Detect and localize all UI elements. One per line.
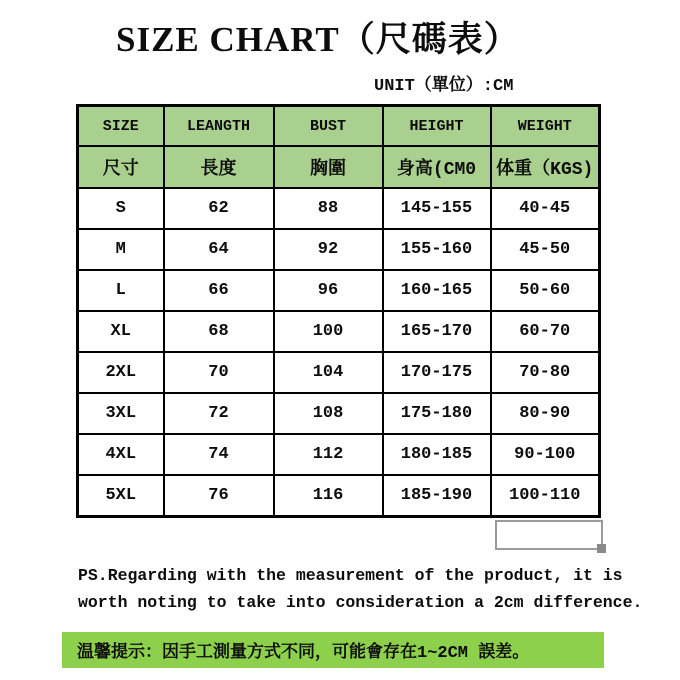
- value-cell: 62: [164, 188, 274, 229]
- fill-handle-icon: [597, 544, 606, 553]
- value-cell: 185-190: [383, 475, 491, 517]
- value-cell: 155-160: [383, 229, 491, 270]
- tip-text: 温馨提示：因手工測量方式不同，可能會存在1~2CM 誤差。: [77, 644, 530, 663]
- header-row-zh: [78, 146, 600, 188]
- tip-banner: [62, 632, 604, 668]
- header-cell: HEIGHT: [383, 106, 491, 147]
- value-cell: 72: [164, 393, 274, 434]
- value-cell: 92: [274, 229, 383, 270]
- value-cell: 70-80: [491, 352, 600, 393]
- header-cell: 胸圍: [274, 146, 383, 188]
- value-cell: 160-165: [383, 270, 491, 311]
- table-row: [78, 352, 600, 393]
- table-row: [78, 475, 600, 517]
- value-cell: 88: [274, 188, 383, 229]
- value-cell: 76: [164, 475, 274, 517]
- header-cell: 身高(CM0: [383, 146, 491, 188]
- value-cell: 170-175: [383, 352, 491, 393]
- size-cell: XL: [78, 311, 164, 352]
- value-cell: 100: [274, 311, 383, 352]
- size-table: [76, 104, 601, 518]
- header-cell: BUST: [274, 106, 383, 147]
- table-row: [78, 270, 600, 311]
- value-cell: 70: [164, 352, 274, 393]
- page-title: SIZE CHART（尺碼表）: [116, 20, 520, 59]
- value-cell: 60-70: [491, 311, 600, 352]
- value-cell: 64: [164, 229, 274, 270]
- ps-note: [78, 562, 643, 616]
- header-row-en: [78, 106, 600, 147]
- selection-artifact-box: [495, 520, 603, 550]
- ps-note-line2: worth noting to take into consideration a 2cm difference.: [78, 593, 643, 612]
- table-row: [78, 229, 600, 270]
- value-cell: 180-185: [383, 434, 491, 475]
- header-cell: LEANGTH: [164, 106, 274, 147]
- value-cell: 100-110: [491, 475, 600, 517]
- value-cell: 145-155: [383, 188, 491, 229]
- header-cell: 尺寸: [78, 146, 164, 188]
- size-cell: L: [78, 270, 164, 311]
- value-cell: 90-100: [491, 434, 600, 475]
- table-row: [78, 434, 600, 475]
- table-row: [78, 311, 600, 352]
- header-cell: 体重（KGS): [491, 146, 600, 188]
- table-row: [78, 188, 600, 229]
- size-cell: 2XL: [78, 352, 164, 393]
- size-cell: 3XL: [78, 393, 164, 434]
- size-cell: S: [78, 188, 164, 229]
- value-cell: 80-90: [491, 393, 600, 434]
- value-cell: 108: [274, 393, 383, 434]
- size-cell: M: [78, 229, 164, 270]
- value-cell: 50-60: [491, 270, 600, 311]
- unit-label: UNIT（單位）:CM: [374, 77, 514, 96]
- value-cell: 96: [274, 270, 383, 311]
- value-cell: 165-170: [383, 311, 491, 352]
- value-cell: 112: [274, 434, 383, 475]
- value-cell: 66: [164, 270, 274, 311]
- header-cell: 長度: [164, 146, 274, 188]
- header-cell: SIZE: [78, 106, 164, 147]
- size-cell: 4XL: [78, 434, 164, 475]
- ps-note-line1: PS.Regarding with the measurement of the product, it is: [78, 566, 623, 585]
- header-cell: WEIGHT: [491, 106, 600, 147]
- size-cell: 5XL: [78, 475, 164, 517]
- value-cell: 74: [164, 434, 274, 475]
- value-cell: 175-180: [383, 393, 491, 434]
- value-cell: 40-45: [491, 188, 600, 229]
- value-cell: 68: [164, 311, 274, 352]
- value-cell: 45-50: [491, 229, 600, 270]
- value-cell: 104: [274, 352, 383, 393]
- value-cell: 116: [274, 475, 383, 517]
- table-row: [78, 393, 600, 434]
